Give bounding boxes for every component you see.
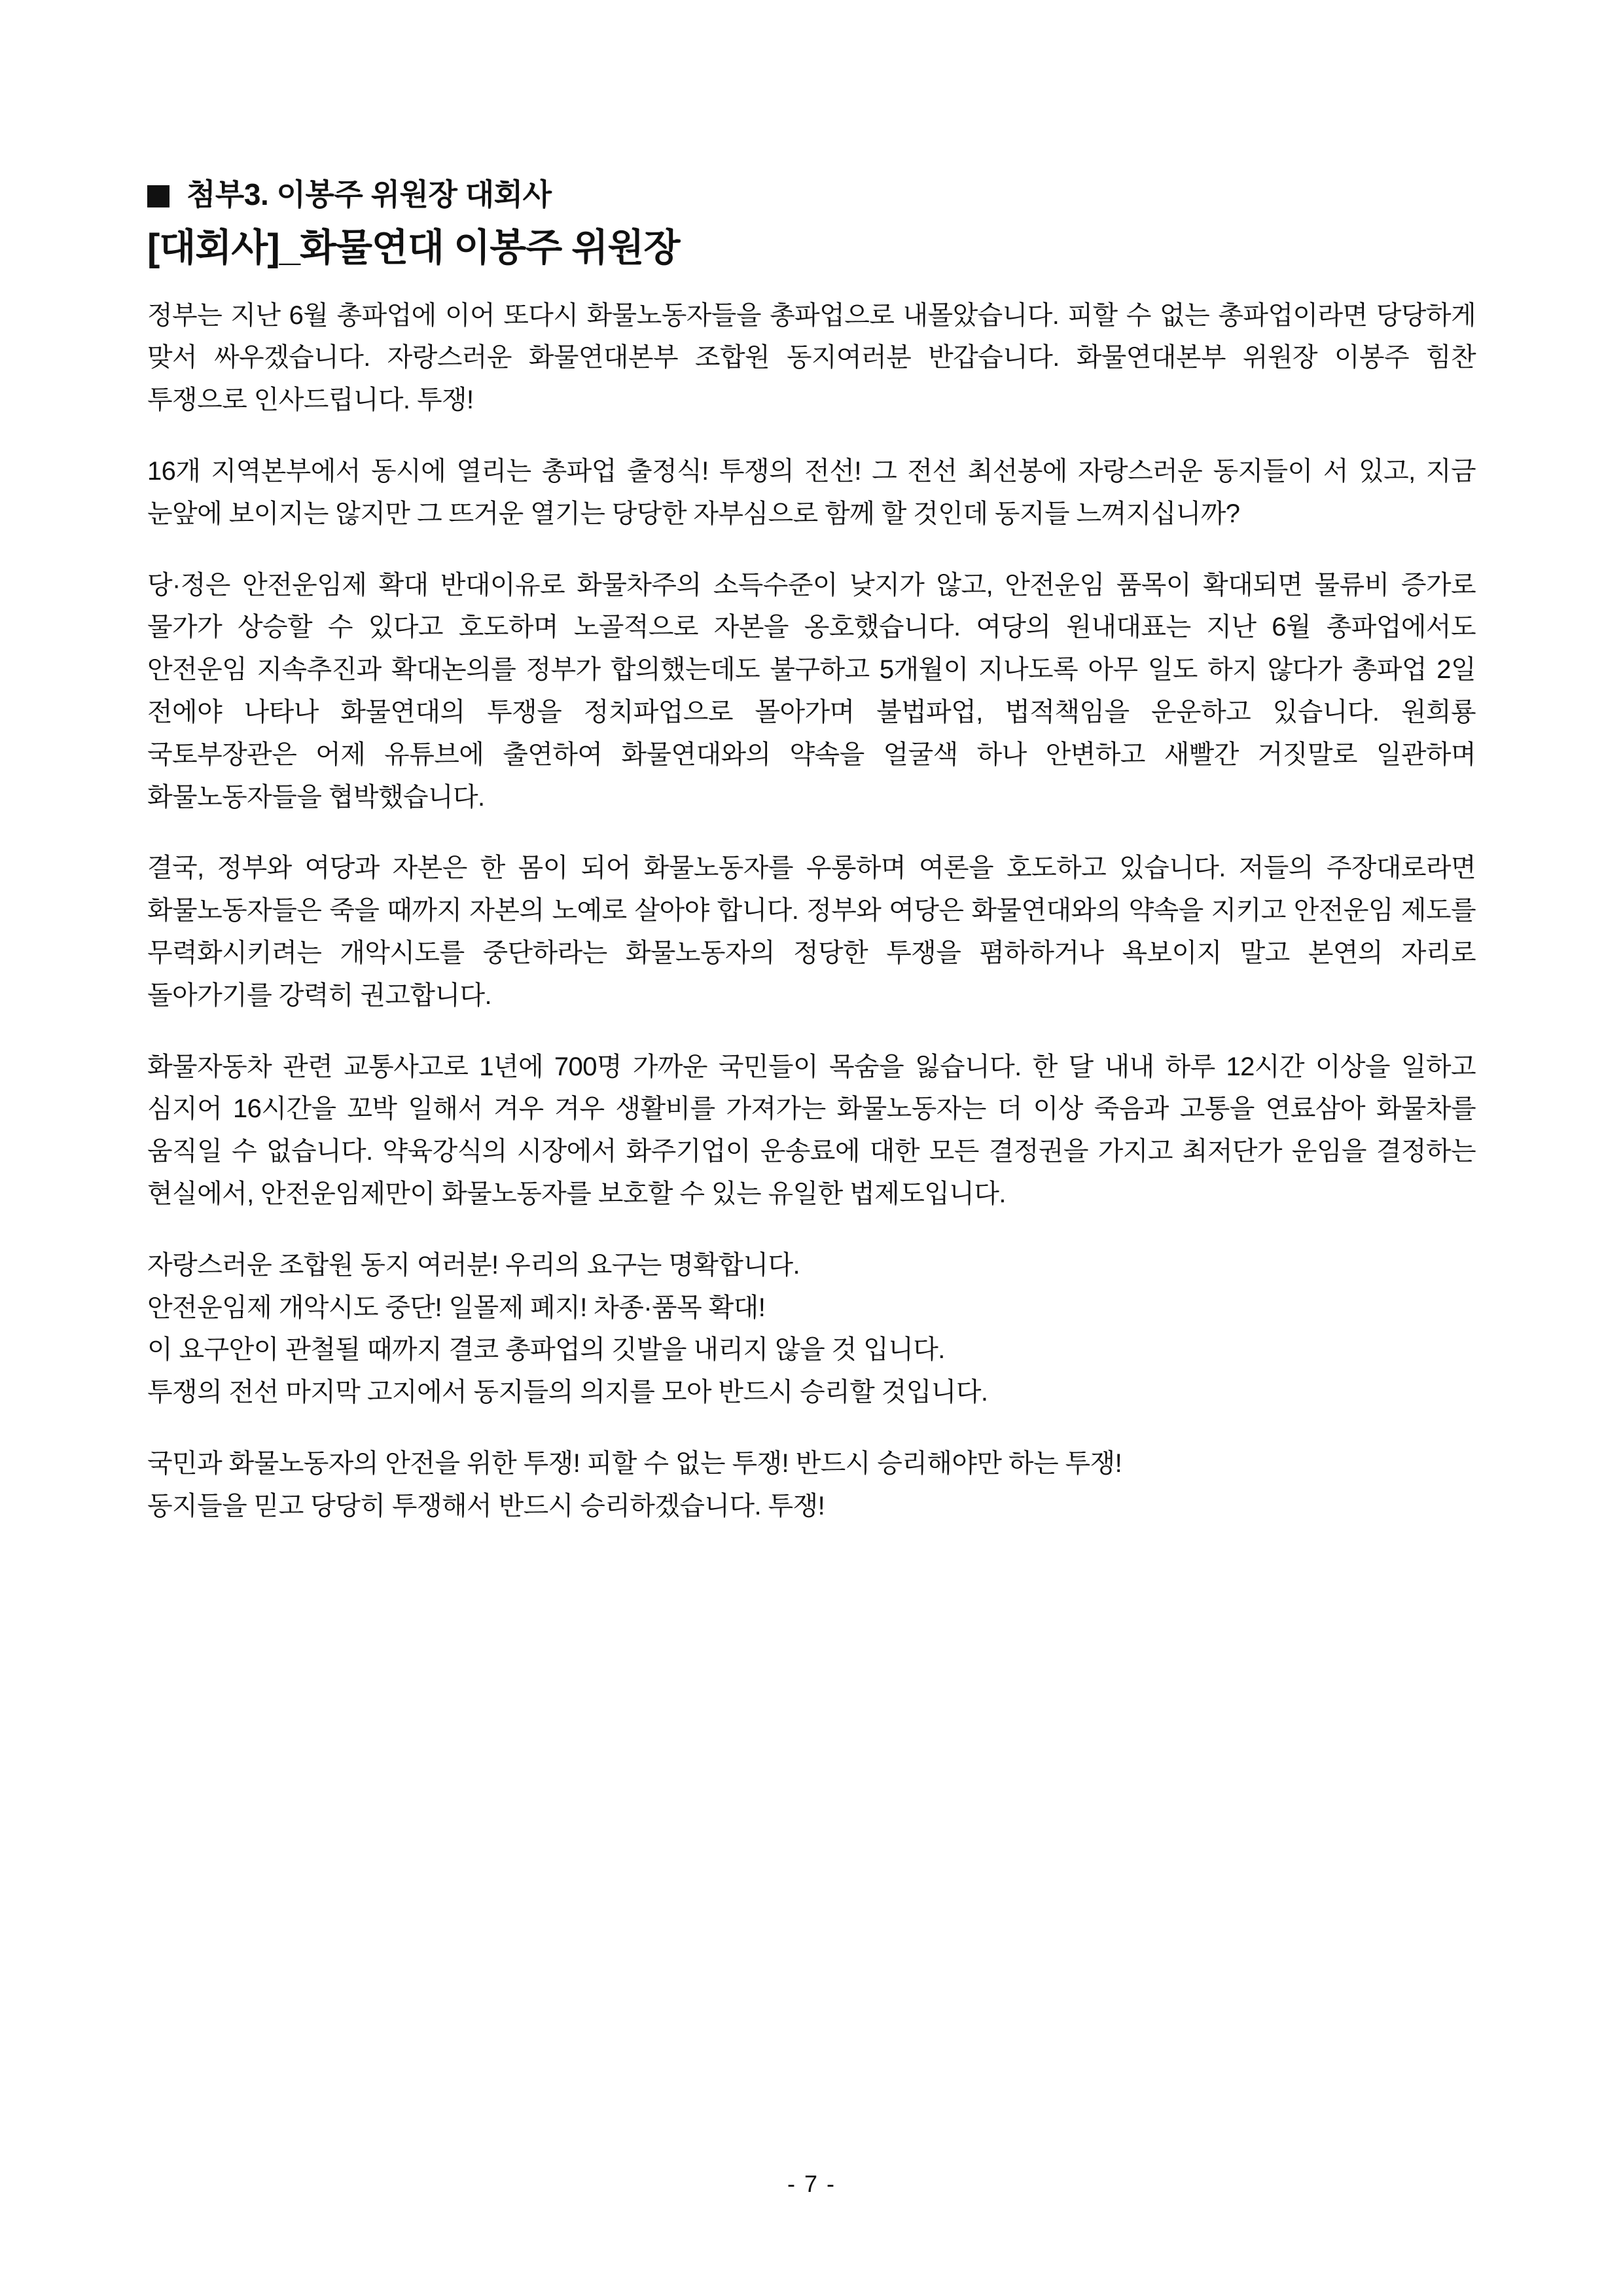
page-number: - 7 - [787, 2170, 836, 2197]
page-title: [대회사]_화물연대 이봉주 위원장 [147, 226, 680, 270]
closing-block-slogan [147, 1443, 1476, 1528]
attachment-heading-label: 첨부3. 이봉주 위원장 대회사 [187, 177, 552, 211]
paragraph-3: 당·정은 안전운임제 확대 반대이유로 화물차주의 소득수준이 낮지가 않고, 안전운임 품목이 확대되면 물류비 증가로 물가가 상승할 수 있다고 호도하며 노골적으로 자본을 옹호했습니다. 여당의 원내대표는 지난 6월 총파업에서도 안전운임 지속추진과 확대논의를 정부가 합의했는데도 불구하고 5개월이 지나도록 아무 일도 하지 않다가 총파업 2일 전에야 나타나 화물연대의 투쟁을 정치파업으로 몰아가며 불법파업, 법적책임을 운운하고 있습니다. 원희룡 국토부장관은 어제 유튜브에 출연하여 화물연대와의 약속을 얼굴색 하나 안변하고 새빨간 거짓말로 일관하며 화물노동자들을 협박했습니다. [147, 570, 1476, 812]
document-body [147, 177, 1476, 1528]
paragraph-1: 정부는 지난 6월 총파업에 이어 또다시 화물노동자들을 총파업으로 내몰았습니다. 피할 수 없는 총파업이라면 당당하게 맞서 싸우겠습니다. 자랑스러운 화물연대본부 조합원 동지여러분 반갑습니다. 화물연대본부 위원장 이봉주 힘찬 투쟁으로 인사드립니다. 투쟁! [147, 300, 1476, 415]
paragraph-5: 화물자동차 관련 교통사고로 1년에 700명 가까운 국민들이 목숨을 잃습니다. 한 달 내내 하루 12시간 이상을 일하고 심지어 16시간을 꼬박 일해서 겨우 겨우 생활비를 가져가는 화물노동자는 더 이상 죽음과 고통을 연료삼아 화물차를 움직일 수 없습니다. 약육강식의 시장에서 화주기업이 운송료에 대한 모든 결정권을 가지고 최저단가 운임을 결정하는 현실에서, 안전운임제만이 화물노동자를 보호할 수 있는 유일한 법제도입니다. [147, 1052, 1476, 1209]
closing-line-4: 투쟁의 전선 마지막 고지에서 동지들의 의지를 모아 반드시 승리할 것입니다. [147, 1378, 988, 1407]
paragraph-2: 16개 지역본부에서 동시에 열리는 총파업 출정식! 투쟁의 전선! 그 전선 최선봉에 자랑스러운 동지들이 서 있고, 지금 눈앞에 보이지는 않지만 그 뜨거운 열기는 당당한 자부심으로 함께 할 것인데 동지들 느껴지십니까? [147, 457, 1476, 528]
slogan-line-1: 국민과 화물노동자의 안전을 위한 투쟁! 피할 수 없는 투쟁! 반드시 승리해야만 하는 투쟁! [147, 1449, 1122, 1479]
closing-block-demands [147, 1244, 1476, 1414]
closing-line-3: 이 요구안이 관철될 때까지 결코 총파업의 깃발을 내리지 않을 것 입니다. [147, 1335, 945, 1365]
filled-square-bullet-icon [147, 185, 169, 207]
slogan-line-2: 동지들을 믿고 당당히 투쟁해서 반드시 승리하겠습니다. 투쟁! [147, 1491, 825, 1520]
attachment-heading [147, 177, 1476, 213]
closing-line-2: 안전운임제 개악시도 중단! 일몰제 폐지! 차종·품목 확대! [147, 1293, 766, 1322]
paragraph-4: 결국, 정부와 여당과 자본은 한 몸이 되어 화물노동자를 우롱하며 여론을 호도하고 있습니다. 저들의 주장대로라면 화물노동자들은 죽을 때까지 자본의 노예로 살아야 합니다. 정부와 여당은 화물연대와의 약속을 지키고 안전운임 제도를 무력화시키려는 개악시도를 중단하라는 화물노동자의 정당한 투쟁을 폄하하거나 욕보이지 말고 본연의 자리로 돌아가기를 강력히 권고합니다. [147, 853, 1476, 1010]
closing-line-1: 자랑스러운 조합원 동지 여러분! 우리의 요구는 명확합니다. [147, 1250, 800, 1280]
